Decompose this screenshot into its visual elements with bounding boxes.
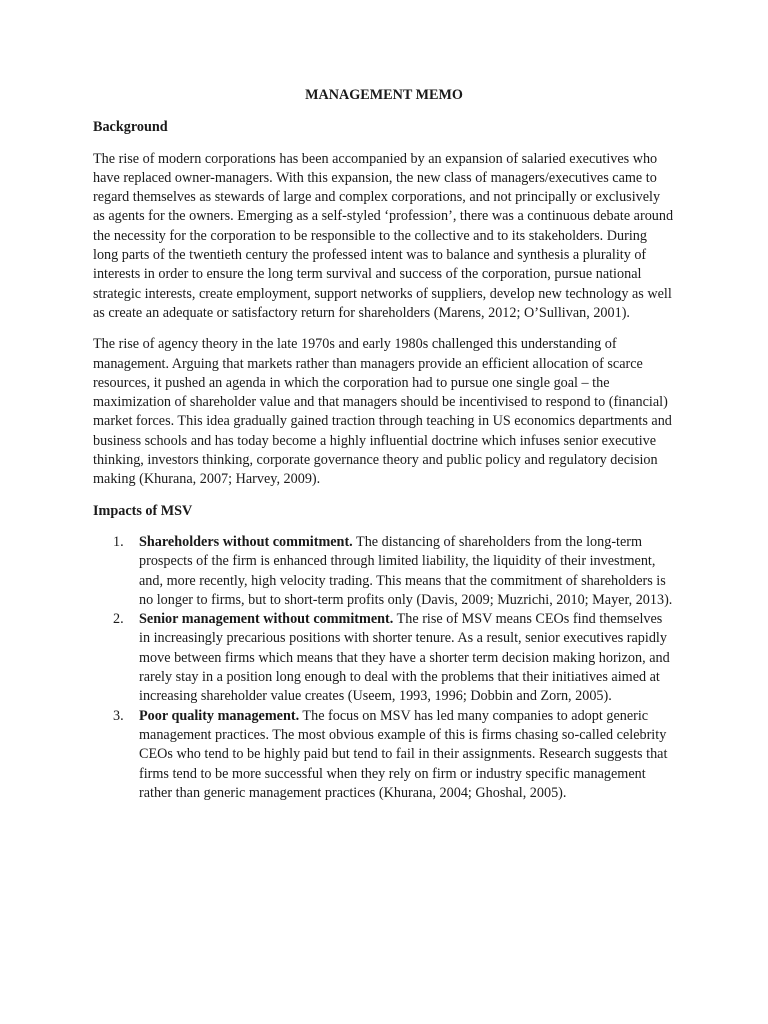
impact-text: The distancing of shareholders from the long-term prospects of the firm is enhanced through limited liability, the liquidity of their investment, and, more recently, high velocity trading. This means that the commitment of shareholders is no longer to firms, but to short-term profits only (Davis, 2009; Muzrichi, 2010; Mayer, 2013). <box>139 533 673 608</box>
background-paragraph-2: The rise of agency theory in the late 1970s and early 1980s challenged this understanding of management. Arguing that markets rather than managers provide an efficient allocation of scarce resources, it pushed an agenda in which the corporation had to pursue one single goal – the maximization of shareholder value and that managers should be incentivised to respond to (financial) market forces. This idea gradually gained traction through teaching in US economics departments and business schools and has today become a highly influential doctrine which infuses senior executive thinking, investors thinking, corporate governance theory and public policy and regulatory decision making (Khurana, 2007; Harvey, 2009). <box>93 336 672 488</box>
impact-number: 2. <box>113 611 124 628</box>
memo-page <box>93 86 675 803</box>
impact-lead: Senior management without commitment. <box>139 611 394 628</box>
impact-lead: Poor quality management. <box>139 707 300 724</box>
impact-text: The rise of MSV means CEOs find themselves in increasingly precarious positions with shorter tenure. As a result, senior executives rapidly move between firms which means that they have a shorter term decision making horizon, and rarely stay in a position long enough to deal with the problems that their initiatives aimed at increasing shareholder value creates (Useem, 1993, 1996; Dobbin and Zorn, 2005). <box>139 611 670 705</box>
impact-number: 3. <box>113 707 124 724</box>
impacts-list <box>93 533 675 803</box>
impacts-heading: Impacts of MSV <box>93 502 193 519</box>
impact-item <box>93 707 675 803</box>
memo-title: MANAGEMENT MEMO <box>305 87 463 103</box>
impact-item <box>93 533 675 610</box>
impact-text: The focus on MSV has led many companies to adopt generic management practices. The most obvious example of this is firms chasing so-called celebrity CEOs who tend to be highly paid but tend to fail in their assignments. Research suggests that firms tend to be more successful when they rely on firm or industry specific management rather than generic management practices (Khurana, 2004; Ghoshal, 2005). <box>139 707 668 801</box>
impact-lead: Shareholders without commitment. <box>139 533 353 550</box>
impact-item <box>93 610 675 706</box>
background-paragraph-1: The rise of modern corporations has been accompanied by an expansion of salaried executives who have replaced owner-managers. With this expansion, the new class of managers/executives came to regard themselves as stewards of large and complex corporations, and not principally or exclusively as agents for the owners. Emerging as a self-styled ‘profession’, there was a continuous debate around the necessity for the corporation to be responsible to the collective and to its stakeholders. During long parts of the twentieth century the professed intent was to balance and synthesis a plurality of interests in order to ensure the long term survival and success of the corporation, pursue national strategic interests, create employment, support networks of suppliers, develop new technology as well as create an adequate or satisfactory return for shareholders (Marens, 2012; O’Sullivan, 2001). <box>93 150 674 321</box>
impact-number: 1. <box>113 533 124 550</box>
background-heading: Background <box>93 119 168 136</box>
